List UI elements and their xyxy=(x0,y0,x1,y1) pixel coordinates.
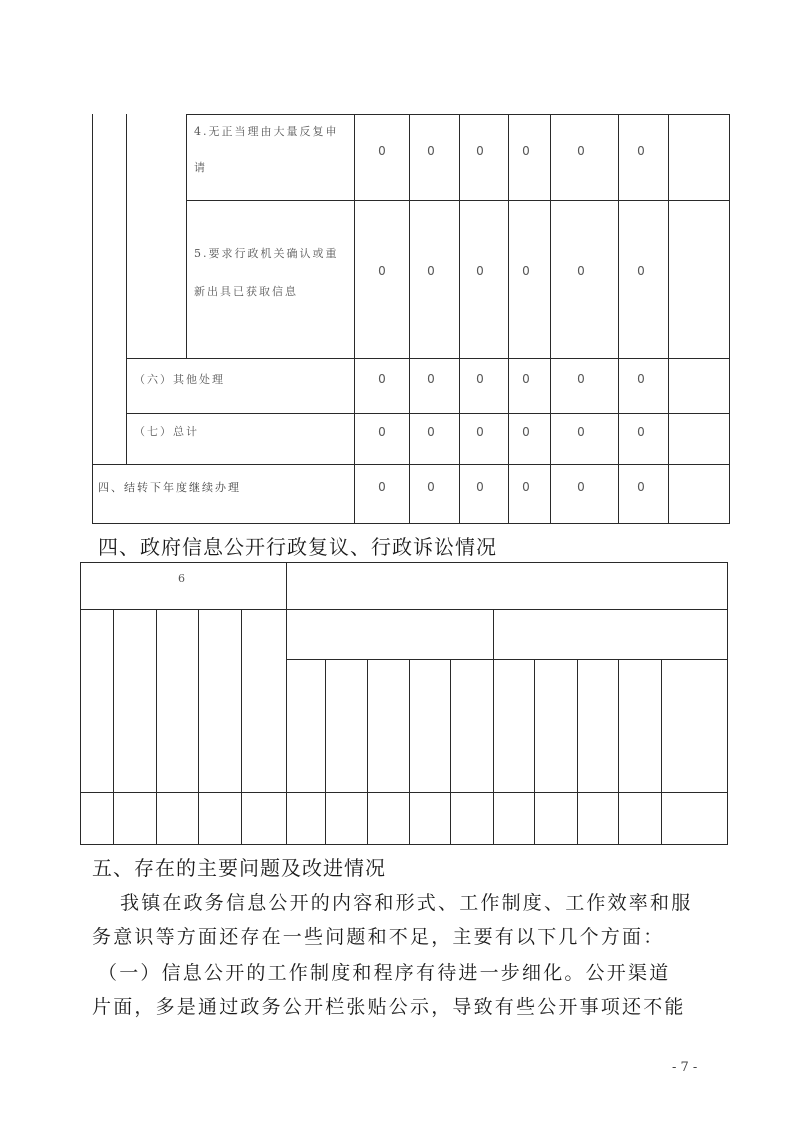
cell-value: 0 xyxy=(378,480,386,494)
cell-value: 0 xyxy=(427,264,435,278)
paragraph-line: 片面，多是通过政务公开栏张贴公示，导致有些公开事项还不能 xyxy=(92,996,686,1018)
cell-value: 0 xyxy=(637,144,645,158)
cell-value: 0 xyxy=(427,480,435,494)
row-label: 4.无正当理由大量反复申 xyxy=(194,125,339,138)
row-label: （六）其他处理 xyxy=(134,373,225,386)
cell-value: 0 xyxy=(427,372,435,386)
row-label-cont: 新出具已获取信息 xyxy=(194,285,298,298)
cell-value: 0 xyxy=(577,144,585,158)
paragraph-line: 我镇在政务信息公开的内容和形式、工作制度、工作效率和服 xyxy=(120,892,693,914)
paragraph-line: 务意识等方面还存在一些问题和不足，主要有以下几个方面： xyxy=(92,926,665,948)
cell-value: 0 xyxy=(378,264,386,278)
cell-value: 0 xyxy=(378,372,386,386)
cell-value: 0 xyxy=(577,425,585,439)
cell-value: 0 xyxy=(577,480,585,494)
cell-value: 0 xyxy=(637,480,645,494)
cell-value: 0 xyxy=(522,425,530,439)
cell-value: 0 xyxy=(427,144,435,158)
cell-value: 0 xyxy=(522,144,530,158)
cell-value: 0 xyxy=(476,144,484,158)
cell-value: 0 xyxy=(378,425,386,439)
cell-value: 0 xyxy=(476,425,484,439)
row-label: 5.要求行政机关确认或重 xyxy=(194,247,339,260)
cell-value: 0 xyxy=(637,372,645,386)
row-label: （七）总计 xyxy=(134,425,199,438)
cell-value: 0 xyxy=(577,264,585,278)
cell-value: 0 xyxy=(427,425,435,439)
cell-value: 0 xyxy=(637,264,645,278)
paragraph-line: （一）信息公开的工作制度和程序有待进一步细化。公开渠道 xyxy=(98,962,671,984)
cell-value: 0 xyxy=(522,480,530,494)
cell-value: 0 xyxy=(378,144,386,158)
table-header-cell: 6 xyxy=(178,572,185,585)
section-heading-problems: 五、存在的主要问题及改进情况 xyxy=(92,856,386,880)
cell-value: 0 xyxy=(522,372,530,386)
cell-value: 0 xyxy=(637,425,645,439)
cell-value: 0 xyxy=(476,264,484,278)
cell-value: 0 xyxy=(476,480,484,494)
page-number: - 7 - xyxy=(672,1060,698,1075)
cell-value: 0 xyxy=(476,372,484,386)
cell-value: 0 xyxy=(577,372,585,386)
row-label-cont: 请 xyxy=(194,161,207,174)
section-heading-review-litigation: 四、政府信息公开行政复议、行政诉讼情况 xyxy=(98,535,497,559)
cell-value: 0 xyxy=(522,264,530,278)
row-label: 四、结转下年度继续办理 xyxy=(98,481,241,494)
